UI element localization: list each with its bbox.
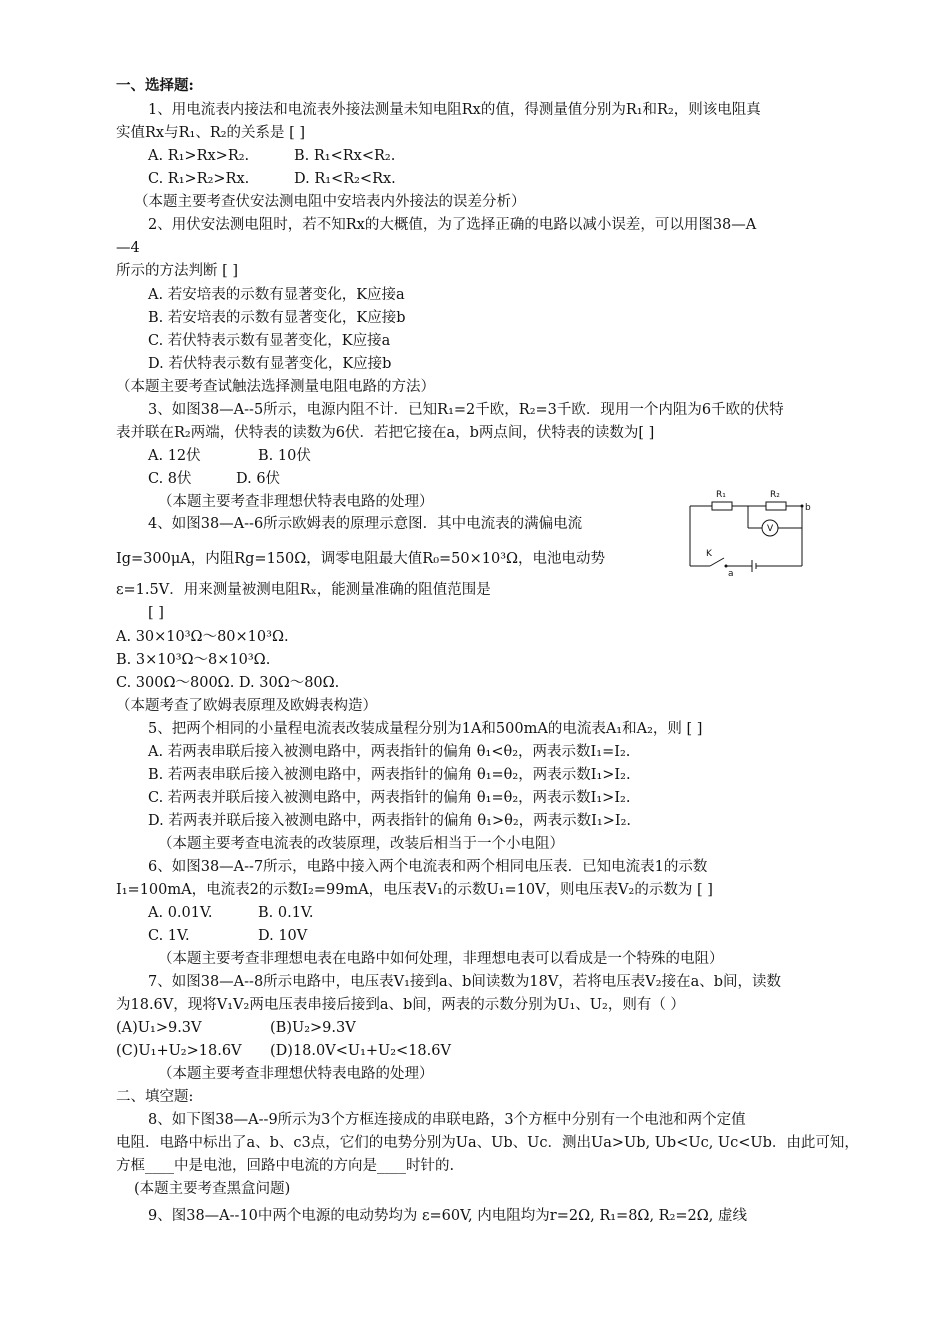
q3-stem-cont: 表并联在R₂两端，伏特表的读数为6伏．若把它接在a，b两点间，伏特表的读数为[ ] (116, 425, 655, 441)
q4-answer-bracket: [ ] (148, 605, 164, 621)
q5-option-c: C. 若两表并联后接入被测电路中，两表指针的偏角 θ₁=θ₂，两表示数I₁>I₂. (148, 790, 631, 806)
q5-option-d: D. 若两表并联后接入被测电路中，两表指针的偏角 θ₁>θ₂，两表示数I₁>I₂. (148, 813, 632, 829)
label-r2: R₂ (770, 490, 780, 500)
q5-option-b: B. 若两表串联后接入被测电路中，两表指针的偏角 θ₁=θ₂，两表示数I₁>I₂. (148, 767, 631, 783)
q7-option-a: (A)U₁>9.3V (116, 1020, 202, 1036)
q6-stem: 6、如图38—A--7所示，电路中接入两个电流表和两个相同电压表．已知电流表1的示数 (148, 859, 708, 875)
q4-stem: 4、如图38—A--6所示欧姆表的原理示意图．其中电流表的满偏电流 (148, 516, 583, 532)
resistor-r2 (766, 502, 786, 510)
q6-option-c: C. 1V. (148, 928, 190, 944)
q7-option-b: (B)U₂>9.3V (270, 1020, 356, 1036)
q1-option-c: C. R₁>R₂>Rx. (148, 171, 250, 187)
q4-stem-cont2: ε=1.5V．用来测量被测电阻Rₓ，能测量准确的阻值范围是 (116, 582, 491, 598)
q4-stem-cont: Ig=300μA，内阻Rg=150Ω，调零电阻最大值R₀=50×10³Ω，电池电动势 (116, 551, 606, 567)
q1-stem-cont: 实值Rx与R₁、R₂的关系是 [ ] (116, 125, 306, 141)
q1-option-d: D. R₁<R₂<Rx. (294, 171, 396, 187)
q2-note: （本题主要考查试触法选择测量电阻电路的方法） (116, 379, 435, 395)
q6-option-a: A. 0.01V. (148, 905, 213, 921)
circuit-diagram (686, 486, 816, 578)
q8-note: (本题主要考查黑盒问题) (134, 1181, 291, 1197)
switch-k (710, 558, 724, 566)
q2-option-c: C. 若伏特表示数有显著变化，K应接a (148, 333, 391, 349)
q2-option-a: A. 若安培表的示数有显著变化，K应接a (148, 287, 405, 303)
section-title-fill: 二、填空题: (116, 1089, 194, 1105)
q6-stem-cont: I₁=100mA，电流表2的示数I₂=99mA，电压表V₁的示数U₁=10V，则电压表V₂的示数为 [ ] (116, 882, 713, 898)
q7-stem: 7、如图38—A--8所示电路中，电压表V₁接到a、b间读数为18V，若将电压表V₂接在a、b间，读数 (148, 974, 782, 990)
q2-stem-cont: —4 (116, 240, 140, 256)
resistor-r1 (712, 502, 732, 510)
q3-option-a: A. 12伏 (148, 448, 201, 464)
q4-option-b: B. 3×10³Ω～8×10³Ω. (116, 652, 271, 668)
q1-stem: 1、用电流表内接法和电流表外接法测量未知电阻Rx的值，得测量值分别为R₁和R₂，则该电阻真 (148, 102, 761, 118)
q2-option-d: D. 若伏特表示数有显著变化，K应接b (148, 356, 392, 372)
q2-stem-cont2: 所示的方法判断 [ ] (116, 263, 239, 279)
q4-option-a: A. 30×10³Ω～80×10³Ω. (116, 629, 289, 645)
q6-note: （本题主要考查非理想电表在电路中如何处理，非理想电表可以看成是一个特殊的电阻） (158, 951, 724, 967)
q5-note: （本题主要考查电流表的改装原理，改装后相当于一个小电阻） (158, 836, 564, 852)
q8-stem-cont2: 方框____中是电池，回路中电流的方向是____时针的. (116, 1158, 455, 1174)
q8-stem: 8、如下图38—A--9所示为3个方框连接成的串联电路，3个方框中分别有一个电池和两个定值 (148, 1112, 746, 1128)
q3-option-c: C. 8伏 (148, 471, 192, 487)
q4-note: （本题考查了欧姆表原理及欧姆表构造） (116, 698, 377, 714)
q3-stem: 3、如图38—A--5所示，电源内阻不计．已知R₁=2千欧，R₂=3千欧．现用一个内阻为6千欧的伏特 (148, 402, 784, 418)
section-title-choice: 一、选择题: (116, 77, 194, 94)
label-b: b (805, 503, 811, 513)
label-k: K (706, 549, 712, 559)
q1-note: （本题主要考查伏安法测电阻中安培表内外接法的误差分析） (134, 194, 526, 210)
q3-option-d: D. 6伏 (236, 471, 281, 487)
q6-option-d: D. 10V (258, 928, 308, 944)
q8-stem-cont: 电阻．电路中标出了a、b、c3点，它们的电势分别为Ua、Ub、Uc．测出Ua>Ub, Ub<Uc, Uc<Ub．由此可知， (116, 1135, 859, 1151)
q4-option-cd: C. 300Ω～800Ω. D. 30Ω～80Ω. (116, 675, 340, 691)
q3-option-b: B. 10伏 (258, 448, 311, 464)
q5-option-a: A. 若两表串联后接入被测电路中，两表指针的偏角 θ₁<θ₂，两表示数I₁=I₂. (148, 744, 631, 760)
label-v: V (767, 524, 774, 534)
q1-option-a: A. R₁>Rx>R₂. (148, 148, 250, 164)
q5-stem: 5、把两个相同的小量程电流表改装成量程分别为1A和500mA的电流表A₁和A₂，则 [ ] (148, 721, 703, 737)
label-a: a (728, 569, 734, 578)
q2-option-b: B. 若安培表的示数有显著变化，K应接b (148, 310, 406, 326)
q7-option-c: (C)U₁+U₂>18.6V (116, 1043, 242, 1059)
q7-option-d: (D)18.0V<U₁+U₂<18.6V (270, 1043, 451, 1059)
q7-stem-cont: 为18.6V，现将V₁V₂两电压表串接后接到a、b间，两表的示数分别为U₁、U₂，则有（ ） (116, 997, 685, 1013)
q6-option-b: B. 0.1V. (258, 905, 314, 921)
q2-stem: 2、用伏安法测电阻时，若不知Rx的大概值，为了选择正确的电路以减小误差，可以用图38—A (148, 217, 757, 233)
q3-note: （本题主要考查非理想伏特表电路的处理） (158, 494, 434, 510)
label-r1: R₁ (716, 490, 726, 500)
q7-note: （本题主要考查非理想伏特表电路的处理） (158, 1066, 434, 1082)
q1-option-b: B. R₁<Rx<R₂. (294, 148, 396, 164)
q9-stem: 9、图38—A--10中两个电源的电动势均为 ε=60V, 内电阻均为r=2Ω, R₁=8Ω, R₂=2Ω, 虚线 (148, 1208, 748, 1224)
